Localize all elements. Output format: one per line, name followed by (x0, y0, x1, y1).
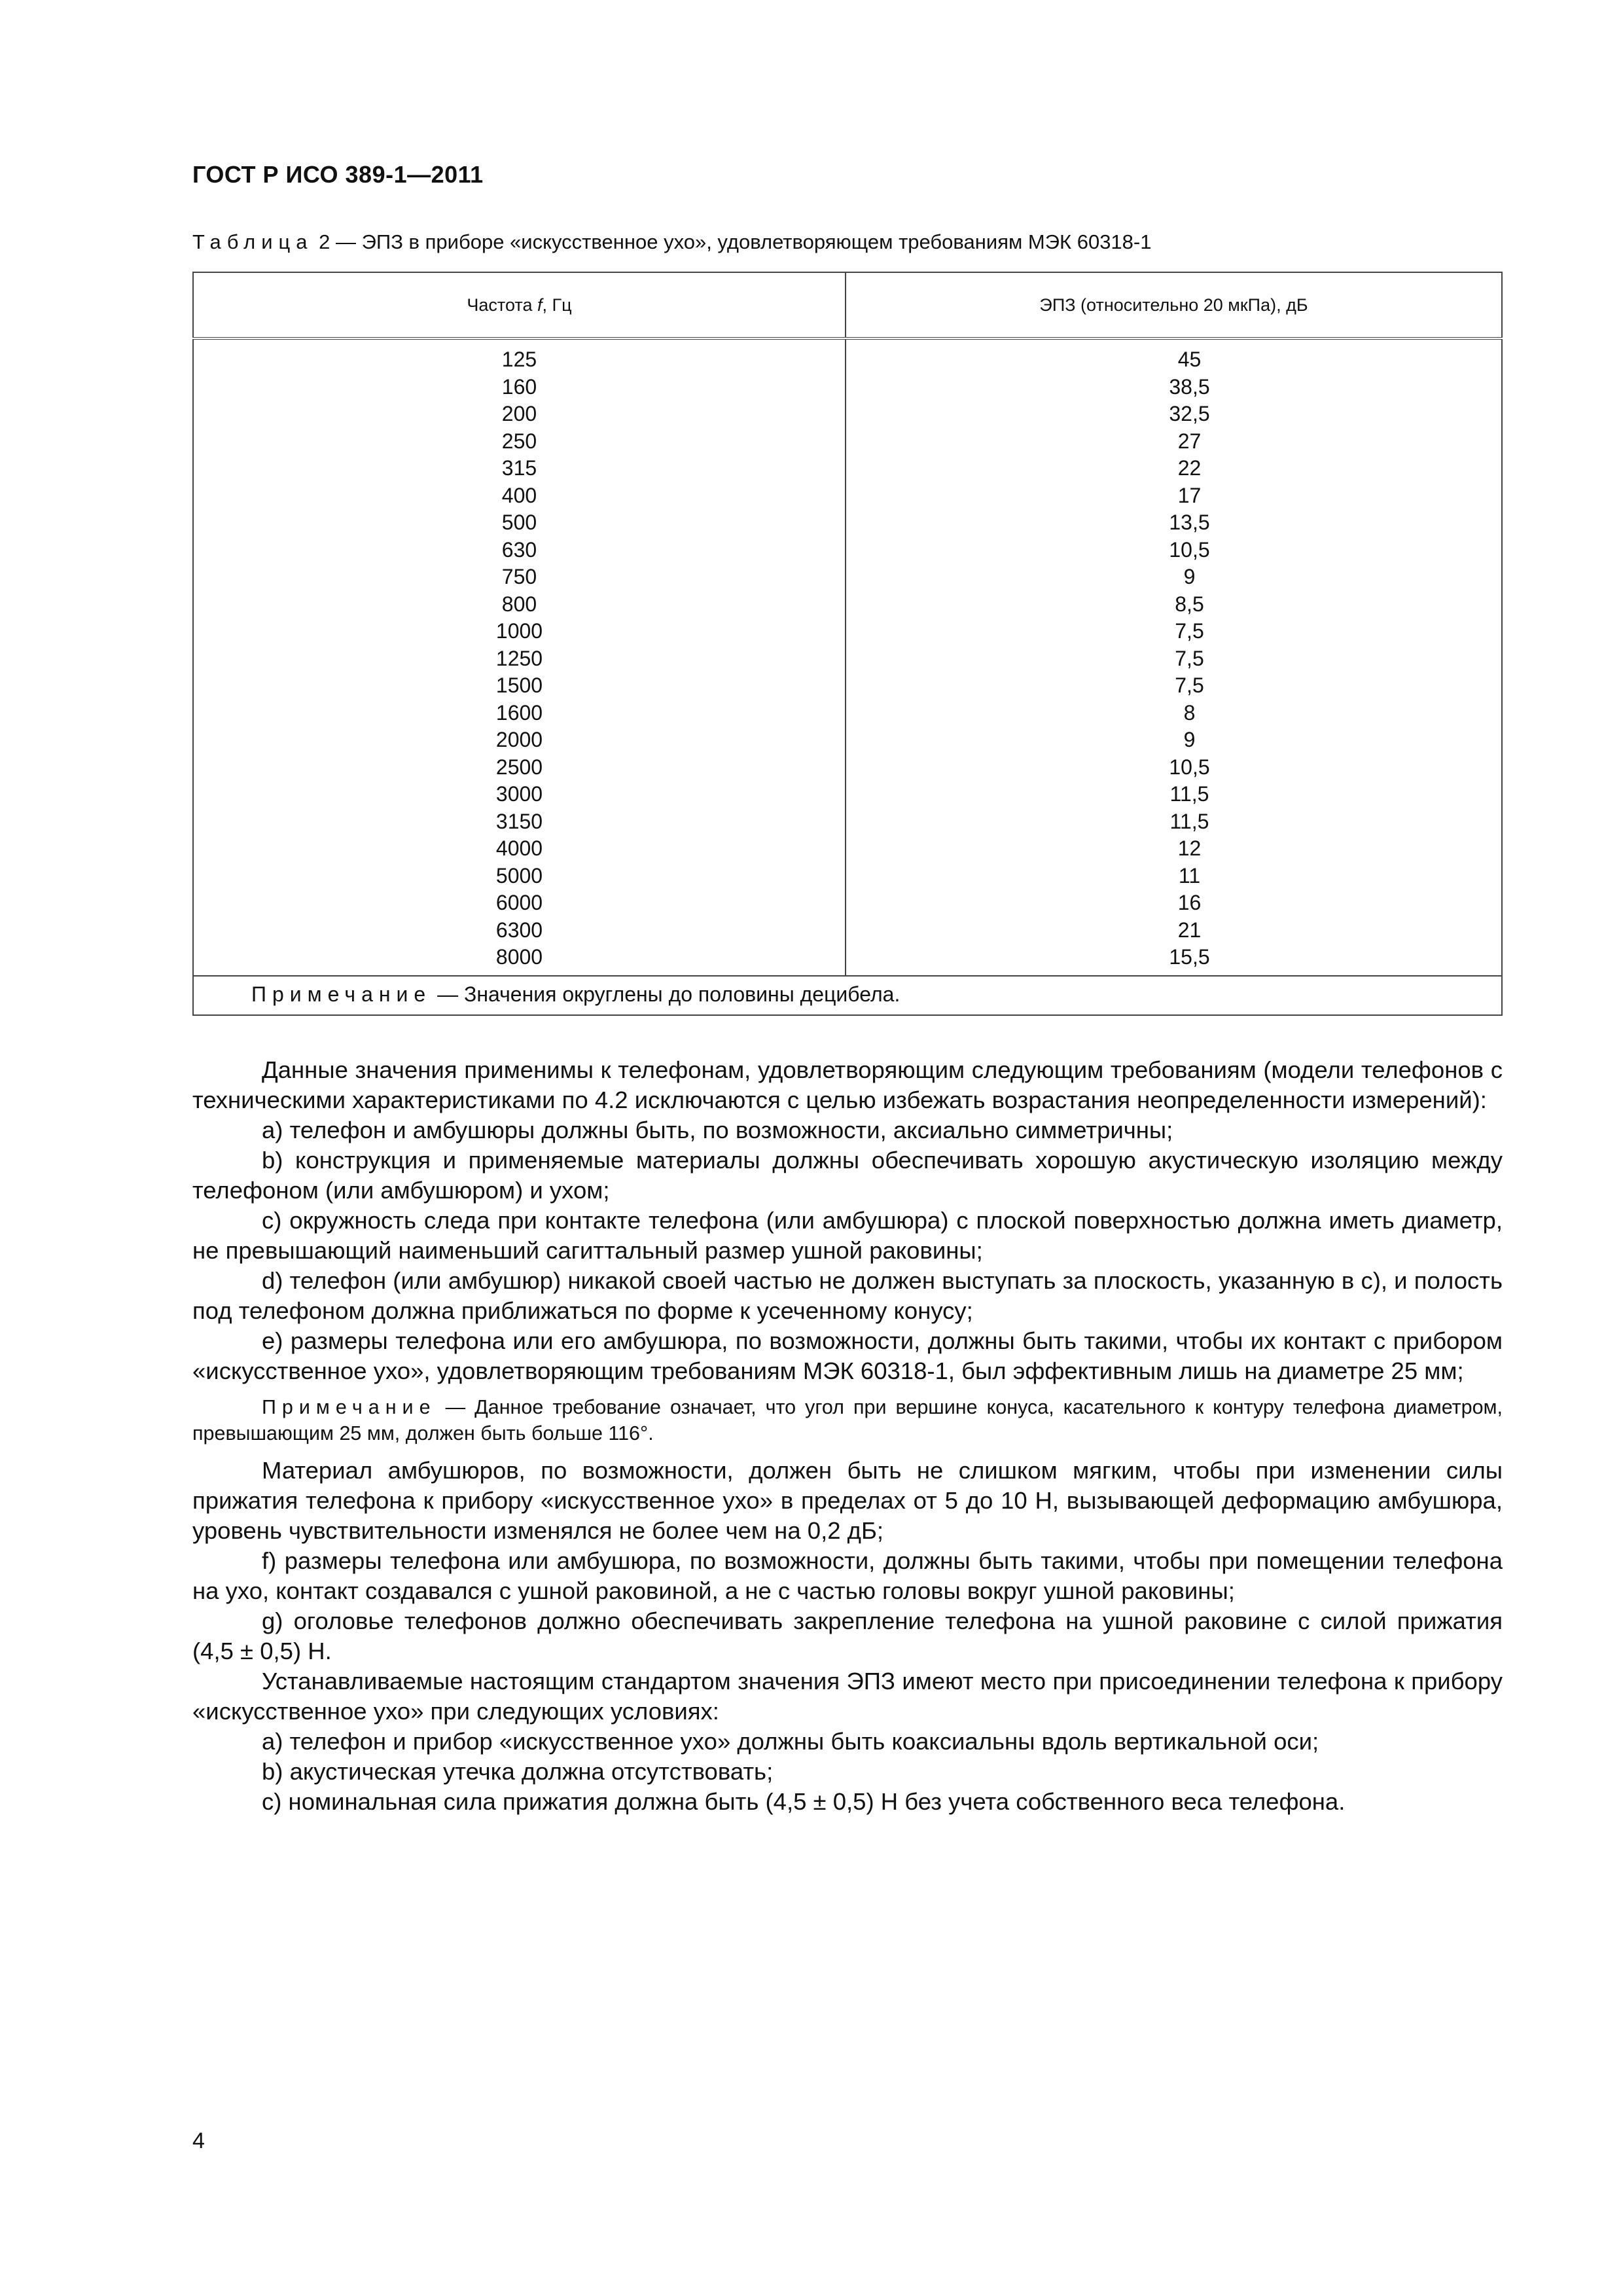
frequency-value: 125 (501, 348, 537, 371)
frequency-value: 5000 (495, 863, 543, 888)
epz-value-column (846, 340, 1502, 976)
epz-value: 11,5 (1169, 809, 1209, 833)
epz-value: 8,5 (1175, 592, 1204, 616)
epz-value: 27 (1177, 429, 1202, 453)
table-caption-label: Таблица (192, 230, 313, 253)
epz-value: 10,5 (1169, 755, 1210, 779)
frequency-value: 4000 (495, 836, 543, 860)
document-header: ГОСТ Р ИСО 389-1—2011 (192, 161, 484, 188)
epz-table (192, 272, 1503, 1016)
requirement-item-c: c) окружность следа при контакте телефона (или амбушюра) с плоской поверхностью должна иметь диаметр, не превышающий наименьший сагиттальный размер ушной раковины; (192, 1207, 1503, 1264)
frequency-value: 750 (501, 565, 537, 588)
material-paragraph: Материал амбушюров, по возможности, должен быть не слишком мягким, чтобы при изменении силы прижатия телефона к прибору «искусственное ухо» в пределах от 5 до 10 Н, вызывающей деформацию амбушюра, уровень чувствительности изменялся не более чем на 0,2 дБ; (192, 1457, 1503, 1544)
condition-item-a: a) телефон и прибор «искусственное ухо» должны быть коаксиальны вдоль вертикальной оси; (262, 1728, 1319, 1755)
frequency-value: 2000 (495, 728, 543, 751)
frequency-value: 1250 (495, 646, 543, 670)
table-note (193, 976, 1502, 1015)
frequency-value: 630 (501, 537, 537, 562)
epz-value: 7,5 (1175, 619, 1204, 643)
table-note-label: Примечание (251, 982, 432, 1006)
frequency-value: 3150 (495, 809, 543, 833)
epz-value: 7,5 (1175, 673, 1204, 697)
requirement-item-d: d) телефон (или амбушюр) никакой своей частью не должен выступать за плоскость, указанную в с), и полость под телефоном должна приближаться по форме к усеченному конусу; (192, 1267, 1503, 1324)
frequency-value: 6000 (495, 891, 543, 914)
frequency-value: 200 (501, 402, 537, 425)
condition-item-b: b) акустическая утечка должна отсутствовать; (262, 1758, 774, 1785)
frequency-value: 800 (501, 592, 537, 616)
epz-value: 12 (1177, 836, 1202, 860)
epz-value: 7,5 (1175, 646, 1204, 670)
body-note (192, 1394, 1503, 1446)
epz-value: 11 (1178, 863, 1201, 888)
frequency-value: 160 (501, 374, 537, 399)
frequency-value: 500 (501, 511, 537, 534)
intro-paragraph: Данные значения применимы к телефонам, удовлетворяющим следующим требованиям (модели телефонов с техническими характеристиками по 4.2 исключаются с целью избежать возрастания неопределенности измерений): (192, 1056, 1503, 1113)
body-note-label: Примечание (262, 1396, 437, 1418)
condition-item-c: c) номинальная сила прижатия должна быть (4,5 ± 0,5) Н без учета собственного веса телефона. (262, 1788, 1346, 1815)
epz-value: 45 (1177, 348, 1202, 371)
epz-value: 21 (1177, 918, 1202, 942)
frequency-value: 1500 (495, 673, 543, 697)
body-note-text: — Данное требование означает, что угол при вершине конуса, касательного к контуру телефона диаметром, превышающим 25 мм, должен быть больше 116°. (192, 1396, 1503, 1444)
frequency-value: 3000 (495, 782, 543, 806)
page-number: 4 (192, 2128, 205, 2153)
frequency-value: 400 (501, 483, 537, 507)
epz-value: 13,5 (1169, 511, 1210, 534)
epz-value: 38,5 (1169, 374, 1210, 399)
epz-value: 9 (1183, 565, 1196, 588)
requirement-item-g: g) оголовье телефонов должно обеспечивать закрепление телефона на ушной раковине с силой прижатия (4,5 ± 0,5) Н. (192, 1607, 1503, 1664)
epz-value: 17 (1177, 483, 1202, 507)
epz-value: 15,5 (1169, 945, 1210, 969)
table-note-row (193, 976, 1502, 1015)
frequency-value: 2500 (495, 755, 543, 779)
frequency-column (193, 340, 846, 976)
table-note-text: — Значения округлены до половины децибела. (431, 982, 901, 1006)
body-text (192, 1055, 1503, 1817)
frequency-value: 8000 (495, 945, 543, 969)
requirement-item-e: e) размеры телефона или его амбушюра, по возможности, должны быть такими, чтобы их контакт с прибором «искусственное ухо», удовлетворяющим требованиям МЭК 60318-1, был эффективным лишь на диаметре 25 мм; (192, 1327, 1503, 1384)
requirement-item-b: b) конструкция и применяемые материалы должны обеспечивать хорошую акустическую изоляцию между телефоном (или амбушюром) и ухом; (192, 1147, 1503, 1204)
frequency-value: 315 (501, 456, 537, 480)
epz-value: 10,5 (1169, 537, 1210, 562)
epz-value: 22 (1177, 456, 1202, 480)
epz-value: 32,5 (1169, 402, 1210, 425)
frequency-value: 1600 (495, 700, 543, 725)
epz-value: 16 (1177, 891, 1202, 914)
epz-value: 8 (1183, 700, 1196, 725)
epz-column-header: ЭПЗ (относительно 20 мкПа), дБ (846, 272, 1502, 338)
table-body-row (193, 340, 1502, 976)
table-caption (192, 230, 1501, 254)
conditions-paragraph: Устанавливаемые настоящим стандартом значения ЭПЗ имеют место при присоединении телефона к прибору «искусственное ухо» при следующих условиях: (192, 1668, 1503, 1725)
frequency-value: 6300 (495, 918, 543, 942)
frequency-column-header: Частота f, Гц (193, 272, 846, 338)
requirement-item-a: a) телефон и амбушюры должны быть, по возможности, аксиально симметричны; (262, 1117, 1173, 1143)
requirement-item-f: f) размеры телефона или амбушюра, по возможности, должны быть такими, чтобы при помещении телефона на ухо, контакт создавался с ушной раковиной, а не с частью головы вокруг ушной раковины; (192, 1547, 1503, 1604)
table-caption-text: 2 — ЭПЗ в приборе «искусственное ухо», удовлетворяющем требованиям МЭК 60318-1 (313, 230, 1152, 253)
epz-value: 9 (1183, 728, 1196, 751)
table-header-row (193, 272, 1502, 338)
frequency-value: 250 (501, 429, 537, 453)
epz-value: 11,5 (1169, 782, 1209, 806)
frequency-value: 1000 (495, 619, 543, 643)
